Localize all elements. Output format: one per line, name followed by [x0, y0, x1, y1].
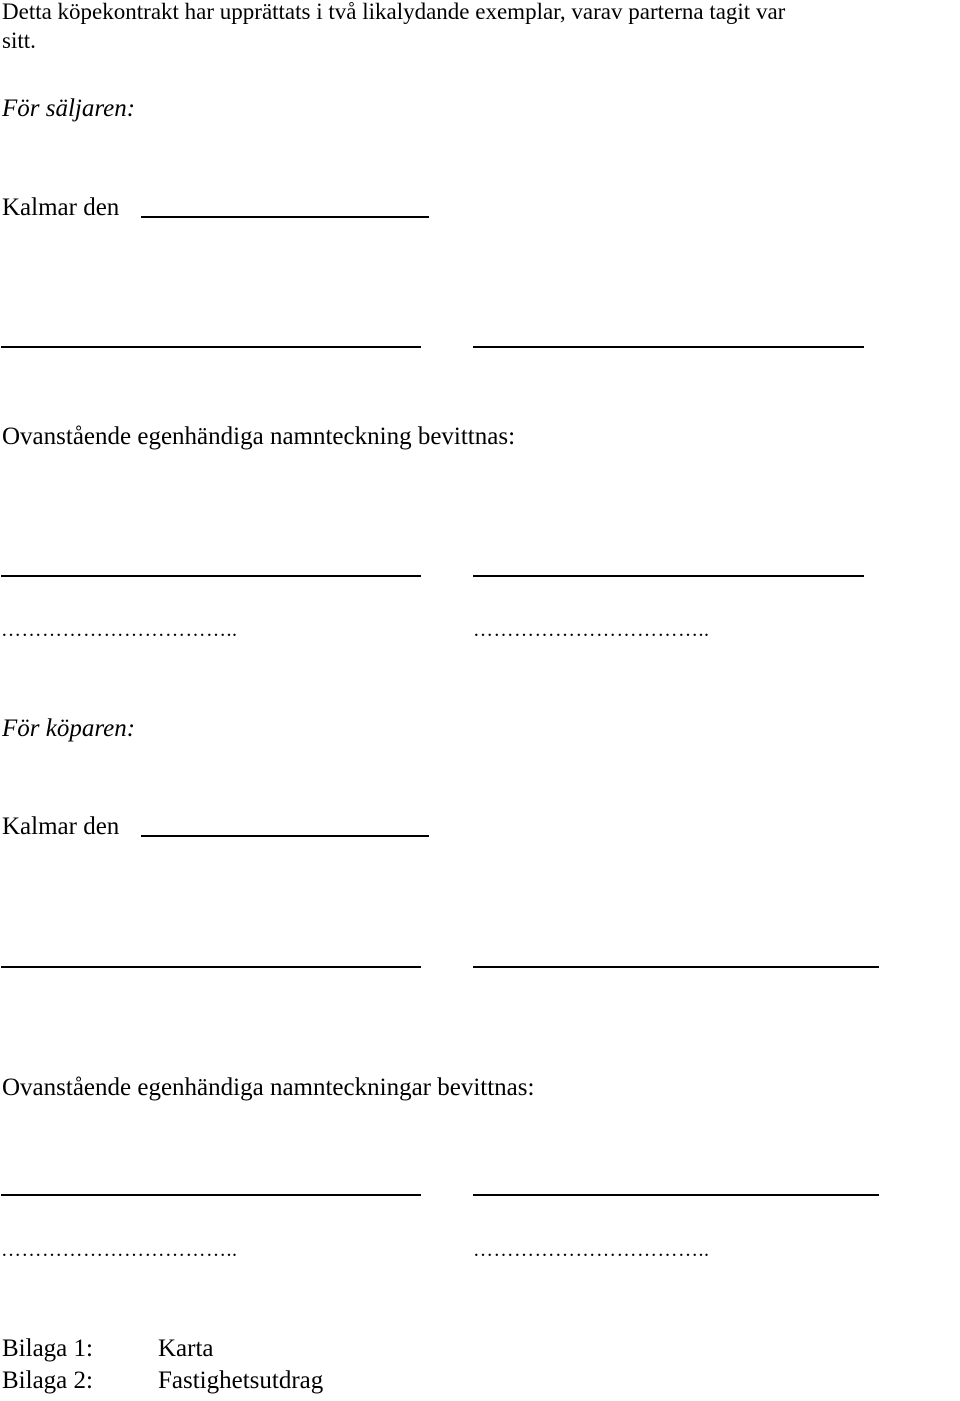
seller-heading: För säljaren:	[2, 95, 136, 122]
attachment-1-value: Karta	[158, 1335, 214, 1362]
intro-line-2: sitt.	[2, 28, 36, 53]
seller-witness-line-2	[473, 575, 864, 577]
buyer-witness-text: Ovanstående egenhändiga namnteckningar bevittnas:	[2, 1074, 535, 1101]
buyer-witness-line-2	[473, 1194, 879, 1196]
buyer-signature-line-2	[473, 966, 879, 968]
attachment-1-label: Bilaga 1:	[2, 1335, 93, 1362]
seller-date-line	[141, 216, 429, 218]
seller-witness-line-1	[1, 575, 421, 577]
seller-witness-name-dots-2: ……………………………..	[473, 619, 710, 641]
buyer-date-line	[141, 835, 429, 837]
buyer-witness-name-dots-1: ……………………………..	[1, 1239, 238, 1261]
buyer-signature-line-1	[1, 966, 421, 968]
attachment-2-label: Bilaga 2:	[2, 1367, 93, 1394]
seller-place-date-label: Kalmar den	[2, 194, 120, 221]
intro-line-1: Detta köpekontrakt har upprättats i två likalydande exemplar, varav parterna tagit var	[2, 0, 786, 24]
buyer-witness-line-1	[1, 1194, 421, 1196]
buyer-witness-name-dots-2: ……………………………..	[473, 1239, 710, 1261]
buyer-heading: För köparen:	[2, 715, 136, 742]
seller-signature-line-1	[1, 346, 421, 348]
seller-witness-name-dots-1: ……………………………..	[1, 619, 238, 641]
attachment-2-value: Fastighetsutdrag	[158, 1367, 324, 1394]
seller-witness-text: Ovanstående egenhändiga namnteckning bevittnas:	[2, 423, 516, 450]
seller-signature-line-2	[473, 346, 864, 348]
buyer-place-date-label: Kalmar den	[2, 813, 120, 840]
